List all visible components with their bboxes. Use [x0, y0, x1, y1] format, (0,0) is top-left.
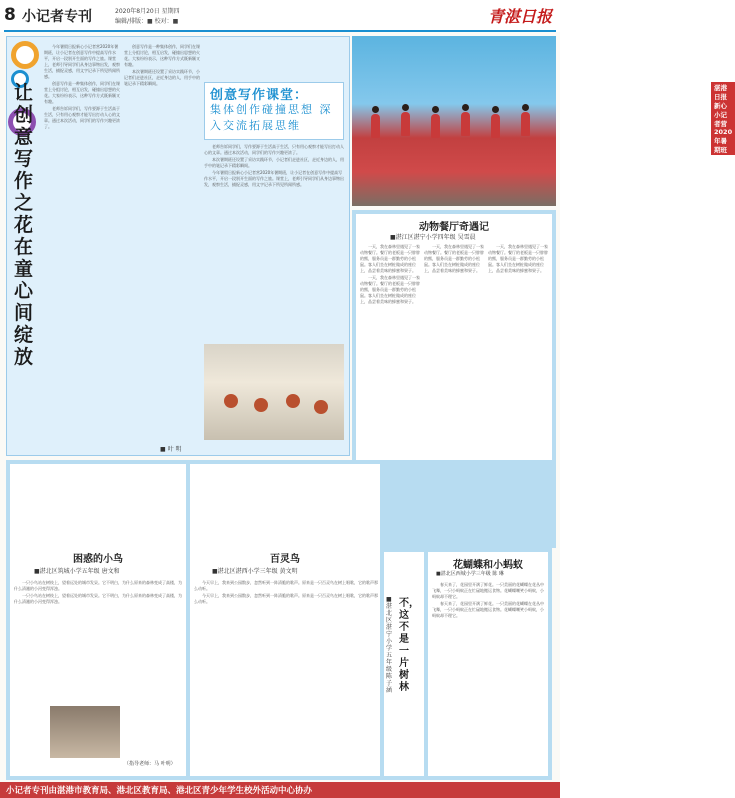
header-divider [4, 30, 556, 32]
group-photo [352, 36, 733, 206]
newspaper-logo: 青湛日报 [487, 7, 552, 26]
article-paragraph: 一天，我在森林里遇见了一家动物餐厅。餐厅的老板是一只胖胖的熊，服务员是一群勤劳的小松鼠。客人们坐在树桩做成的座位上，品尝着美味的蜂蜜和果子。 [488, 244, 548, 273]
student-figure [286, 394, 300, 408]
person-figure [491, 114, 500, 138]
person-head [432, 106, 439, 113]
person-head [372, 106, 379, 113]
feature-author: ■ 叶 明 [160, 446, 182, 453]
student-figure [254, 398, 268, 412]
article-paragraph: 一天，我在森林里遇见了一家动物餐厅。餐厅的老板是一只胖胖的熊，服务员是一群勤劳的小松鼠。客人们坐在树桩做成的座位上，品尝着美味的蜂蜜和果子。 [360, 275, 420, 304]
girl-photo [50, 706, 120, 758]
restaurant-title: 动物餐厅奇遇记 [419, 222, 489, 233]
feature-paragraph: 今年暑假日报新心小记者营2020年暑期班，让小记者在创意写作中提高写作水平，开启一段别开生面的写作之旅。课堂上，老师引导同学们从身边事物出发，观察生活，捕捉灵感，用文字记录下所见所闻所感。 [204, 170, 344, 187]
decor-circle-orange [11, 41, 39, 69]
footer-text: 小记者专刊由湛港市教育局、港北区教育局、港北区青少年学生校外活动中心协办 [6, 786, 313, 796]
feature-paragraph: 本次暑期班还设置了采访实践环节，小记者们走进社区，走近身边的人，用手中的笔记录下精彩瞬间。 [204, 157, 344, 168]
article-paragraph: 一只小鸟站在树枝上，望着远处的城市发呆。它不明白，为什么原来的森林变成了高楼，为什么清澈的小河变得浑浊。 [14, 580, 182, 591]
photo-banner: 湛港日报新心小记者营2020年暑期班 [711, 82, 735, 155]
butterfly-title: 花蝴蝶和小蚂蚁 [453, 560, 523, 571]
tree-byline: ■湛北区湛宁小学五年级 陈子涵 [386, 596, 393, 694]
student-figure [314, 400, 328, 414]
feature-paragraph: 今年暑假日报新心小记者营2020年暑期班，让小记者在创意写作中提高写作水平，开启一段别开生面的写作之旅。课堂上，老师引导同学们从身边事物出发，观察生活，捕捉灵感，用文字记录下所见所闻所感。 [44, 44, 120, 79]
feature-body-col1 [44, 44, 120, 444]
bird-body [14, 580, 184, 702]
butterfly-body [432, 582, 544, 772]
article-paragraph: 一只小鸟站在树枝上，望着远处的城市发呆。它不明白，为什么原来的森林变成了高楼，为什么清澈的小河变得浑浊。 [14, 593, 182, 604]
subhead-line2: 集体创作碰撞思想 深入交流拓展思维 [210, 103, 333, 132]
person-head [492, 106, 499, 113]
page-number: 8 [4, 5, 16, 25]
feature-paragraph: 本次暑期班还设置了采访实践环节，小记者们走进社区，走近身边的人，用手中的笔记录下精彩瞬间。 [124, 69, 200, 86]
feature-title: 让创意写作之花在童心间绽放 [14, 82, 34, 368]
restaurant-byline: ■湛江区湛宁小学四年级 吴雪晨 [390, 234, 476, 241]
tree-title: 不，这不是一片树林 [399, 598, 419, 693]
feature-paragraph: 老师告诉同学们，写作要源于生活高于生活，只有用心观察才能写出打动人心的文章。通过本次活动，同学们的写作兴趣更浓了。 [204, 144, 344, 155]
bird-byline: ■湛北区筑城小学五年级 唐文和 [34, 568, 120, 575]
article-paragraph: 一天，我在森林里遇见了一家动物餐厅。餐厅的老板是一只胖胖的熊，服务员是一群勤劳的小松鼠。客人们坐在树桩做成的座位上，品尝着美味的蜂蜜和果子。 [424, 244, 484, 273]
hundred-body [194, 580, 378, 770]
person-figure [461, 112, 470, 136]
editor-line: 编辑/排版：■ 校对：■ [115, 18, 179, 25]
hundred-byline: ■湛北区湛西小学三年级 黄文明 [212, 568, 298, 575]
page-footer [0, 782, 560, 798]
bird-credit: （指导老师：马 叶明） [124, 761, 176, 767]
person-head [522, 104, 529, 111]
article-paragraph: 春天来了，花园里开满了鲜花。一只美丽的花蝴蝶在花丛中飞舞，一只小蚂蚁正在忙碌地搬运食物。花蝴蝶嘲笑小蚂蚁，小蚂蚁却不理它。 [432, 601, 544, 618]
butterfly-byline: ■湛北区西城小学三年级 陈 琳 [436, 571, 504, 577]
article-paragraph: 一天，我在森林里遇见了一家动物餐厅。餐厅的老板是一只胖胖的熊，服务员是一群勤劳的小松鼠。客人们坐在树桩做成的座位上，品尝着美味的蜂蜜和果子。 [360, 244, 420, 273]
person-figure [521, 112, 530, 136]
issue-date: 2020年8月20日 星期四 [115, 8, 180, 15]
bird-title: 困惑的小鸟 [73, 554, 123, 565]
person-figure [431, 114, 440, 138]
feature-paragraph: 老师告诉同学们，写作要源于生活高于生活，只有用心观察才能写出打动人心的文章。通过本次活动，同学们的写作兴趣更浓了。 [44, 106, 120, 129]
student-figure [224, 394, 238, 408]
article-paragraph: 春天来了，花园里开满了鲜花。一只美丽的花蝴蝶在花丛中飞舞，一只小蚂蚁正在忙碌地搬运食物。花蝴蝶嘲笑小蚂蚁，小蚂蚁却不理它。 [432, 582, 544, 599]
page-header [0, 0, 560, 32]
feature-body-col3 [204, 144, 344, 340]
classroom-photo [204, 344, 344, 440]
person-figure [371, 114, 380, 138]
article-paragraph: 今天早上，我来到公园散步，忽然听到一阵清脆的歌声。原来是一只百灵鸟在树上唱歌，它的歌声那么动听。 [194, 580, 378, 591]
person-head [462, 104, 469, 111]
feature-paragraph: 创意写作是一种集体创作，同学们在课堂上分组讨论，相互启发，碰撞出思想的火花。大家纷纷表示，这种写作方式既新颖又有趣。 [44, 81, 120, 104]
article-paragraph: 今天早上，我来到公园散步，忽然听到一阵清脆的歌声。原来是一只百灵鸟在树上唱歌，它的歌声那么动听。 [194, 593, 378, 604]
feature-body-col2 [124, 44, 200, 444]
feature-paragraph: 创意写作是一种集体创作，同学们在课堂上分组讨论，相互启发，碰撞出思想的火花。大家纷纷表示，这种写作方式既新颖又有趣。 [124, 44, 200, 67]
subhead-line1: 创意写作课堂： [210, 88, 309, 103]
column-name: 小记者专刊 [22, 9, 92, 25]
person-head [402, 104, 409, 111]
hundred-title: 百灵鸟 [270, 554, 300, 565]
person-figure [401, 112, 410, 136]
